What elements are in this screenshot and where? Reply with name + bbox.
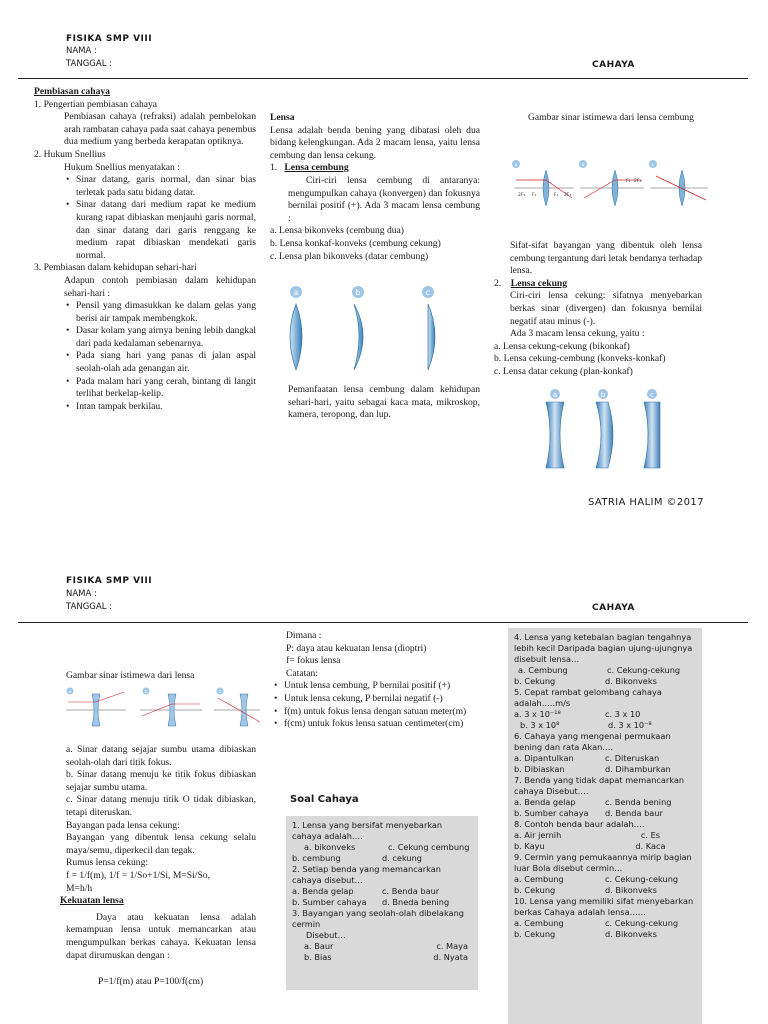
svg-text:F₁: F₁ [532, 193, 537, 198]
list-item: • Sinar datang, garis normal, dan sinar bias terletak pada satu bidang datar. [64, 174, 256, 199]
question: 1. Lensa yang bersifat menyebarkan cahaya adalah…. [292, 820, 443, 841]
paragraph: Bayangan pada lensa cekung: [66, 819, 180, 831]
section-heading: 2. Lensa cekung [494, 277, 568, 289]
p1-col1 [34, 86, 256, 413]
concave-label-c: c [650, 391, 654, 399]
formula: P=1/f(m) atau P=100/f(cm) [98, 976, 204, 988]
paragraph: f= fokus lensa [286, 655, 341, 667]
concave-lens-figure [540, 388, 670, 472]
svg-text:2F₁: 2F₁ [518, 193, 526, 198]
question: 7. Benda yang tidak dapat memancarkan cahaya Disebut…. [514, 775, 685, 796]
quiz-title: Soal Cahaya [290, 794, 359, 805]
p2-col1 [60, 744, 256, 989]
section-title: Lensa [270, 112, 295, 123]
paragraph: Pemanfaatan lensa cembung dalam kehidupan sehari-hari, yaitu sebagai kaca mata, mikroskop, kamera, teropong, dan lup. [288, 384, 480, 421]
list-item: • Dasar kolam yang airnya bening lebih dangkal dari pada kedalaman sebenarnya. [64, 325, 256, 350]
svg-text:F₂: F₂ [554, 193, 559, 198]
list-item: • Sinar datang dari medium rapat ke medium kurang rapat dibiaskan menjauhi garis normal, dan sinar datang dari garis renggang ke medium rapat dibiaskan mendekati garis normal. [64, 199, 256, 262]
question: 10. Lensa yang memiliki sifat menyebarkan berkas Cahaya adalah lensa…… [514, 896, 694, 917]
list-item: b. Lensa cekung-cembung (konveks-konkaf) [494, 353, 666, 365]
list-item: • Pensil yang dimasukkan ke dalam gelas yang berisi air tampak membengkok. [64, 300, 256, 325]
tanggal-field: TANGGAL : [66, 602, 112, 612]
ray-label-c: c [651, 163, 655, 168]
options-row: b. Sumber cahaya d. Bneda bening [292, 897, 450, 907]
options-row: b. cembung d. cekung [292, 853, 423, 863]
c-ray-label-b: b [144, 690, 148, 695]
options-row: b. 3 x 10⁸ d. 3 x 10⁻⁸ [520, 720, 652, 730]
paragraph: Sifat-sifat bayangan yang dibentuk oleh lensa cembung tergantung dari letak bendanya terhadap lensa. [510, 240, 702, 277]
options-row: a. Benda gelap c. Benda bening [514, 797, 672, 807]
quiz-box-2 [508, 628, 702, 1024]
c-ray-label-a: a [68, 690, 72, 695]
paragraph: Bayangan yang dibentuk lensa cekung selalu maya/semu, diperkecil dan tegak. [66, 832, 256, 856]
figure-caption: Gambar sinar istimewa dari lensa cembung [528, 112, 694, 123]
question: 9. Cermin yang pemukaannya mirip bagian luar Bola disebut cermin… [514, 852, 692, 873]
paragraph: Hukum Snellius menyatakan : [64, 161, 180, 173]
svg-text:2F₂: 2F₂ [564, 193, 572, 198]
options-row: a. Benda gelap c. Benda baur [292, 886, 440, 896]
concave-label-b: b [600, 391, 606, 399]
paragraph: Pembiasan cahaya (refraksi) adalah pembelokan arah rambatan cahaya pada saat cahaya penembus dua medium yang berbeda kerapatan optiknya. [64, 111, 256, 148]
c-ray-label-c: c [218, 690, 222, 695]
concave-convex-lens [354, 304, 363, 370]
list-item: a. Lensa cekung-cekung (bikonkaf) [494, 340, 630, 352]
p1-col3 [494, 240, 702, 379]
paragraph: Ada 3 macam lensa cekung, yaitu : [510, 328, 645, 340]
subject-title: FISIKA SMP VIII [66, 576, 153, 586]
topic-title: CAHAYA [592, 603, 635, 613]
lens-label-b: b [355, 288, 361, 297]
section-heading: 1. Lensa cembung [270, 162, 349, 174]
nama-field: NAMA : [66, 46, 97, 56]
options-row: b. Dibiaskan d. Dihamburkan [514, 764, 671, 774]
options-row: a. Dipantulkan c. Diteruskan [514, 753, 660, 763]
question: 3. Bayangan yang seolah-olah dibelakang cermin [292, 908, 464, 929]
subject-title: FISIKA SMP VIII [66, 34, 153, 44]
question: 4. Lensa yang ketebalan bagian tengahnya lebih kecil Daripada bagian ujung-ujungnya disebuit lensa… [514, 632, 693, 664]
figure-caption: Gambar sinar istimewa dari lensa [66, 670, 195, 681]
list-item: a. Sinar datang sejajar sumbu utama dibiaskan seolah-olah dari titik fokus. [66, 744, 256, 768]
biconcave-lens [546, 402, 564, 468]
svg-text:F₂: F₂ [626, 179, 631, 184]
options-row: b. Cekung d. Bikonveks [514, 676, 657, 686]
options-row: a. Cembung c. Cekung-cekung [514, 918, 679, 928]
list-item: c. Lensa plan bikonveks (datar cembung) [270, 250, 429, 262]
section-heading: 3. Pembiasan dalam kehidupan sehari-hari [34, 262, 197, 274]
lens-label-c: c [425, 288, 431, 297]
options-row: b. Cekung d. Bikonveks [514, 929, 657, 939]
list-item: • f(m) untuk fokus lensa dengan satuan meter(m) [272, 706, 482, 719]
section-title: Pembiasan cahaya [34, 86, 110, 97]
section-title: Kekuatan lensa [60, 895, 124, 907]
options-row: a. Air jernih c. Es [514, 830, 661, 840]
lens-label-a: a [293, 288, 299, 297]
options-row: b. Kayu d. Kaca [514, 841, 666, 851]
question: 6. Cahaya yang mengenai permukaan bening dan rata Akan…. [514, 731, 671, 752]
biconvex-lens [290, 304, 302, 370]
list-item: • Pada siang hari yang panas di jalan aspal seolah-olah ada genangan air. [64, 350, 256, 375]
list-item: • f(cm) untuk fokus lensa satuan centimeter(cm) [272, 718, 482, 731]
topic-title: CAHAYA [592, 60, 635, 70]
convex-rays-figure [510, 158, 710, 216]
p2-col2 [272, 630, 482, 731]
header-rule [18, 78, 748, 79]
concave-label-a: a [552, 391, 558, 399]
paragraph: Dimana : [286, 630, 322, 641]
p1-col3-rays-title [510, 112, 702, 125]
quiz-box-1 [286, 816, 478, 990]
header-rule [18, 622, 748, 623]
question: 8. Contoh benda baur adalah…. [514, 819, 645, 829]
list-item: b. Lensa konkaf-konveks (cembung cekung) [270, 237, 441, 249]
options-row: b. Sumber cahaya d. Benda baur [514, 808, 663, 818]
options-row: b. Cekung d. Bikonveks [514, 885, 657, 895]
formula: f = 1/f(m), 1/f = 1/So+1/Si, M=Si/So, [66, 869, 210, 881]
p1-col2 [270, 112, 480, 263]
nama-field: NAMA : [66, 589, 97, 599]
ray-label-b: b [581, 163, 585, 168]
plano-convex-lens [428, 304, 435, 370]
list-item: • Untuk lensa cembung, P bernilai positif (+) [272, 680, 482, 693]
footer-credit: SATRIA HALIM ©2017 [588, 497, 704, 508]
convex-concave-lens [596, 402, 613, 468]
paragraph: Ciri-ciri lensa cekung: sifatnya menyebarkan berkas sinar (divergen) dan fokusnya bernilai negatif atau minus (-). [510, 290, 702, 327]
question-sub: Disebut… [306, 930, 346, 940]
list-item: a. Lensa bikonveks (cembung dua) [270, 225, 405, 237]
list-item: b. Sinar datang menuju ke titik fokus dibiaskan sejajar sumbu utama. [66, 769, 256, 793]
list-item: • Untuk lensa cekung, P bernilai negatif (-) [272, 693, 482, 706]
concave-rays-figure [62, 686, 262, 730]
paragraph: P: daya atau kekuatan lensa (dioptri) [286, 642, 427, 654]
p2-rays-title [66, 670, 256, 683]
options-row: b. Bias d. Nyata [304, 952, 468, 962]
question: 5. Cepat rambat gelombang cahaya adalah…..m/s [514, 687, 662, 708]
plano-concave-lens [644, 402, 660, 468]
p1-col2-uses [288, 384, 480, 422]
ray-label-a: a [514, 163, 518, 168]
convex-lens-figure [278, 284, 448, 376]
paragraph: Adapun contoh pembiasan dalam kehidupan sehari-hari : [64, 274, 256, 299]
list-item: c. Lensa datar cekung (plan-konkaf) [494, 365, 633, 377]
paragraph: Rumus lensa cekung: [66, 857, 149, 869]
section-heading: 1. Pengertian pembiasan cahaya [34, 98, 158, 110]
options-row: a. Baur c. Maya [304, 941, 468, 951]
paragraph: Ciri-ciri lensa cembung di antaranya: mengumpulkan cahaya (konvergen) dan fokusnya bernilai positif (+). Ada 3 macam lensa cembung : [288, 174, 480, 224]
list-item: • Intan tampak berkilau. [64, 401, 256, 414]
question: 2. Setiap benda yang memancarkan cahaya disebut… [292, 864, 441, 885]
paragraph: Catatan: [286, 667, 318, 679]
options-row: a. bikonveks c. Cekung cembung [304, 842, 470, 852]
list-item: • Pada malam hari yang cerah, bintang di langit terlihat berkelap-kelip. [64, 376, 256, 401]
options-row: a. Cembung c. Cekung-cekung [514, 874, 679, 884]
svg-text:2F₂: 2F₂ [634, 179, 642, 184]
options-row: a. Cembung c. Cekung-cekung [518, 665, 681, 675]
tanggal-field: TANGGAL : [66, 59, 112, 69]
list-item: c. Sinar datang menuju titik O tidak dibiaskan, tetapi diteruskan. [66, 794, 256, 818]
options-row: a. 3 x 10⁻¹⁸ c. 3 x 10 [514, 709, 641, 719]
paragraph: Lensa adalah benda bening yang dibatasi oleh dua bidang kelengkungan. Ada 2 macam lensa, yaitu lensa cembung dan lensa cekung. [270, 124, 480, 161]
section-heading: 2. Hukum Snellius [34, 148, 106, 160]
paragraph: Daya atau kekuatan lensa adalah kemampuan lensa untuk memancarkan atau mengumpulkan berkas cahaya. Kekuatan lensa dapat dirumuskan dengan : [66, 911, 256, 961]
formula: M=h/h [66, 882, 93, 894]
